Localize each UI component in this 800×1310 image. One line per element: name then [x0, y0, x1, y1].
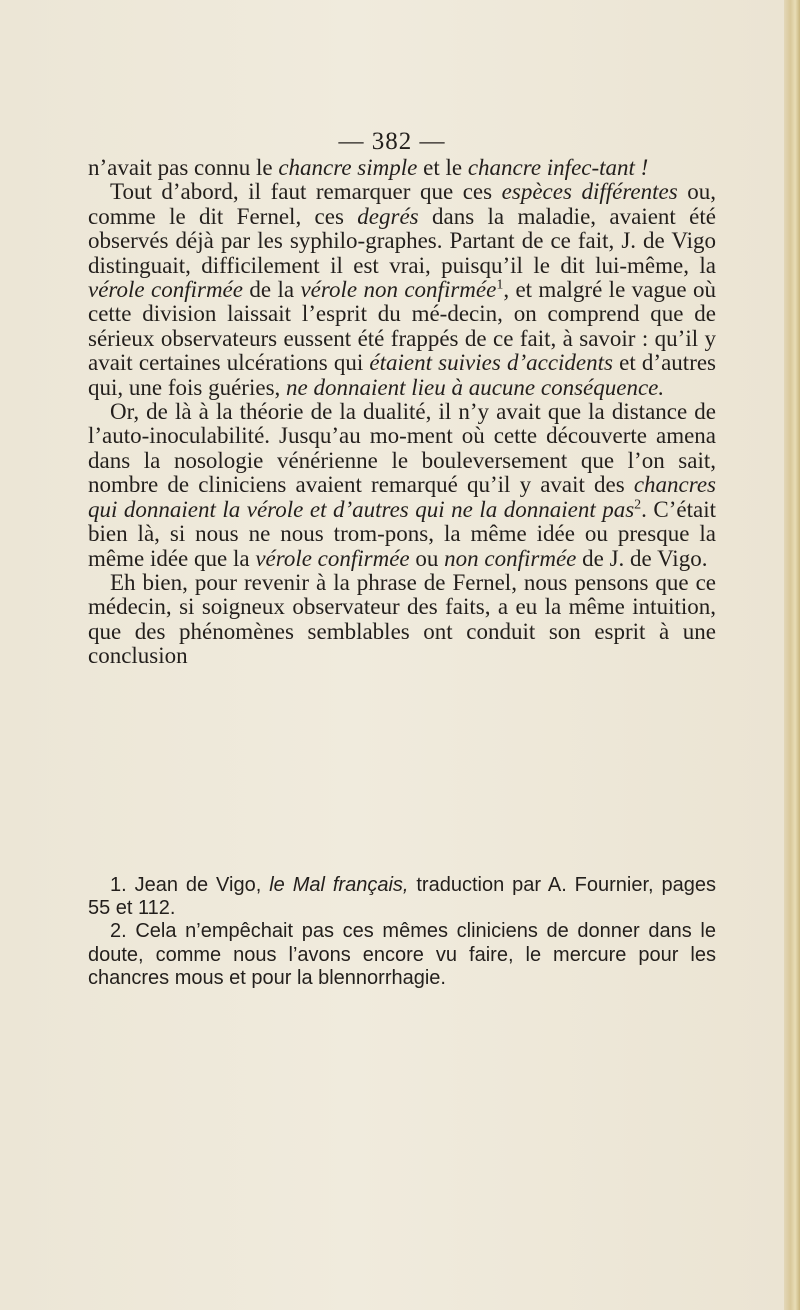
- text-run: 1. Jean de Vigo,: [110, 874, 270, 896]
- italic-run: étaient suivies d’accidents: [369, 350, 613, 376]
- footnotes: [88, 874, 716, 990]
- text-run: . C’était bien là, si nous ne nous trom-pons, la même idée ou presque la même idée que la: [88, 496, 717, 571]
- italic-run: ne donnaient lieu à aucune conséquence.: [286, 374, 665, 400]
- italic-run: non confirmée: [444, 545, 577, 571]
- text-run: , et malgré le vague où cette division laissait l’esprit du mé-decin, on comprend que de sérieux observateurs eussent été frappés de ce fait, à savoir : qu’il y avait certaines ulcérations qui: [88, 277, 716, 376]
- italic-run: le Mal français,: [269, 874, 409, 896]
- text-run: Eh bien, pour revenir à la phrase de Fernel, nous pensons que ce médecin, si soigneux observateur des faits, a eu la même intuition, que des phénomènes semblables ont conduit son esprit à une conclusion: [88, 569, 716, 669]
- body-text: [88, 156, 716, 669]
- text-run: Tout d’abord, il faut remarquer que ces: [110, 179, 502, 205]
- text-run: 2. Cela n’empêchait pas ces mêmes cliniciens de donner dans le doute, comme nous l’avons encore vu faire, le mercure pour les chancres mous et pour la blennorrhagie.: [88, 920, 716, 989]
- paragraph-2: [88, 180, 716, 400]
- footnote-ref-1: 1: [496, 277, 504, 293]
- italic-run: vérole non confirmée: [300, 277, 497, 303]
- page-edge: [784, 0, 800, 1310]
- italic-run: espèces différentes: [501, 179, 678, 205]
- text-run: n’avait pas connu le: [88, 155, 279, 180]
- text-run: traduction par A. Fournier, pages 55 et 112.: [88, 874, 717, 920]
- footnote-ref-2: 2: [634, 497, 642, 513]
- text-run: ou: [409, 545, 445, 571]
- footnote-2: [88, 920, 716, 990]
- text-run: de la: [242, 277, 301, 303]
- text-run: et d’autres qui, une fois guéries,: [88, 350, 717, 400]
- paragraph-4: [88, 571, 716, 669]
- page-number: — 382 —: [338, 128, 446, 155]
- text-run: dans la maladie, avaient été observés déjà par les syphilo-graphes. Partant de ce fait, J. de Vigo distinguait, difficilement il est vrai, puisqu’il le dit lui-même, la: [88, 203, 716, 278]
- italic-run: chancres qui donnaient la vérole et d’autres qui ne la donnaient pas: [88, 472, 716, 522]
- text-run: et le: [417, 155, 468, 180]
- italic-run: degrés: [357, 203, 419, 229]
- paragraph-1: [88, 156, 716, 180]
- italic-run: vérole confirmée: [88, 277, 243, 303]
- footnote-1: [88, 874, 716, 920]
- italic-run: chancre simple: [278, 155, 418, 180]
- paragraph-3: [88, 400, 716, 571]
- text-run: Or, de là à la théorie de la dualité, il n’y avait que la distance de l’auto-inoculabilité. Jusqu’au mo-ment où cette découverte amena dans la nosologie vénérienne le bouleversement que l’on sait, nombre de cliniciens avaient remarqué qu’il y avait des: [88, 399, 716, 498]
- text-run: de J. de Vigo.: [576, 545, 708, 571]
- italic-run: chancre infec-tant !: [467, 155, 649, 180]
- italic-run: vérole confirmée: [255, 545, 410, 571]
- text-run: ou, comme le dit Fernel, ces: [88, 179, 716, 229]
